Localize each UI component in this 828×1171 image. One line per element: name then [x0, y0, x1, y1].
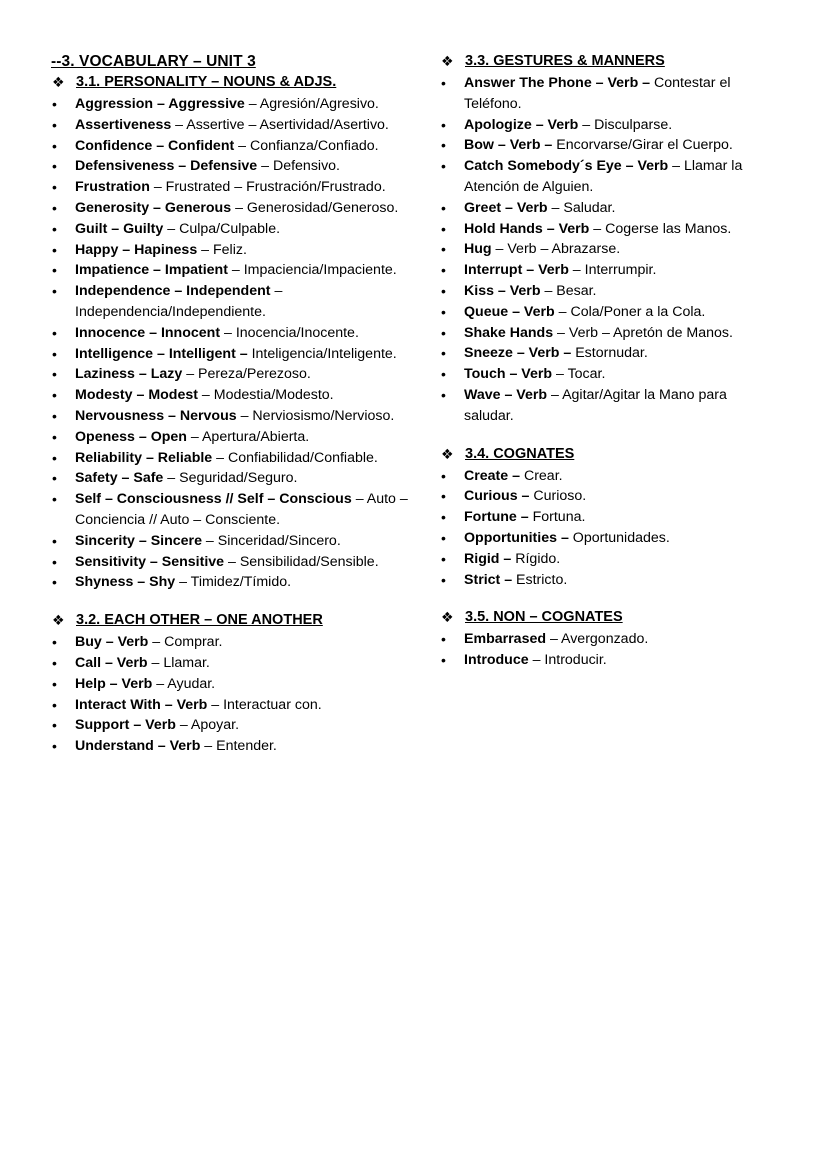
page-title: --3. VOCABULARY – UNIT 3 — [51, 53, 256, 70]
list-item — [440, 73, 780, 115]
list-item — [440, 364, 780, 385]
vocabulary-list — [51, 632, 411, 757]
vocab-definition: – Besar. — [540, 282, 597, 299]
list-item — [51, 344, 411, 365]
bullet-icon: • — [441, 116, 446, 133]
vocab-definition: Estornudar. — [571, 345, 648, 362]
vocab-definition: – Culpa/Culpable. — [163, 220, 281, 237]
bullet-icon: • — [52, 283, 57, 300]
list-item — [440, 507, 780, 528]
vocab-term: Defensiveness – Defensive — [75, 158, 258, 175]
vocab-definition: – Apoyar. — [175, 717, 240, 734]
list-item — [51, 653, 411, 674]
list-item — [51, 115, 411, 136]
list-item — [51, 489, 411, 531]
list-item — [440, 570, 780, 591]
vocab-term: Sneeze – Verb – — [464, 345, 572, 362]
vocab-term: Rigid – — [464, 550, 512, 567]
section-title: 3.3. GESTURES & MANNERS — [465, 53, 665, 69]
bullet-icon: • — [52, 553, 57, 570]
bullet-icon: • — [52, 738, 57, 755]
list-item — [440, 156, 780, 198]
vocab-definition: Curioso. — [529, 488, 587, 505]
bullet-icon: • — [441, 262, 446, 279]
vocab-definition: Rígido. — [511, 550, 561, 567]
vocab-definition: – Apertura/Abierta. — [186, 428, 310, 445]
vocab-definition: – Entender. — [200, 738, 277, 755]
list-item — [440, 281, 780, 302]
list-item — [440, 486, 780, 507]
bullet-icon: • — [441, 303, 446, 320]
list-item — [51, 695, 411, 716]
vocab-definition: – Seguridad/Seguro. — [163, 470, 298, 487]
vocab-term: Frustration — [75, 179, 150, 196]
vocab-definition: Estricto. — [512, 571, 568, 588]
vocab-definition: – Timidez/Tímido. — [175, 574, 292, 591]
list-item — [440, 115, 780, 136]
bullet-icon: • — [441, 75, 446, 91]
vocab-term: Sensitivity – Sensitive — [75, 553, 225, 570]
list-item — [440, 466, 780, 487]
bullet-icon: • — [441, 631, 446, 648]
vocab-term: Hold Hands – Verb — [464, 220, 590, 237]
list-item — [51, 572, 411, 593]
vocab-term: Call – Verb — [75, 654, 148, 671]
bullet-icon: • — [52, 220, 57, 237]
bullet-icon: • — [52, 116, 57, 133]
vocab-definition: Encorvarse/Girar el Cuerpo. — [552, 137, 733, 154]
diamond-bullet-icon: ❖ — [52, 612, 65, 629]
vocabulary-list — [51, 94, 411, 593]
vocabulary-list — [440, 466, 780, 591]
vocab-definition: Oportunidades. — [568, 529, 670, 546]
list-item — [440, 549, 780, 570]
section-title: 3.5. NON – COGNATES — [465, 609, 623, 626]
vocabulary-list — [440, 629, 780, 671]
vocab-definition: – Tocar. — [552, 366, 606, 383]
list-item — [51, 552, 411, 573]
list-item — [51, 385, 411, 406]
vocab-term: Assertiveness — [75, 116, 172, 133]
list-item — [440, 239, 780, 260]
vocab-term: Help – Verb — [75, 675, 153, 692]
list-item — [440, 260, 780, 281]
bullet-icon: • — [441, 199, 446, 216]
bullet-icon: • — [52, 449, 57, 466]
vocab-definition: Crear. — [520, 467, 563, 484]
vocab-term: Shake Hands — [464, 324, 554, 341]
bullet-icon: • — [441, 366, 446, 383]
section-heading — [51, 611, 411, 630]
bullet-icon: • — [52, 407, 57, 424]
list-item — [51, 260, 411, 281]
bullet-icon: • — [441, 137, 446, 154]
bullet-icon: • — [52, 199, 57, 216]
bullet-icon: • — [441, 550, 446, 567]
list-item — [51, 632, 411, 653]
bullet-icon: • — [52, 654, 57, 671]
list-item — [440, 219, 780, 240]
vocab-definition: – Introducir. — [528, 652, 607, 669]
bullet-icon: • — [52, 262, 57, 279]
vocab-definition: Contestar el Teléfono. — [464, 75, 731, 112]
vocab-term: Create – — [464, 467, 520, 484]
vocab-term: Laziness – Lazy — [75, 366, 183, 383]
vocab-definition: – Inocencia/Inocente. — [220, 324, 359, 341]
vocab-definition: – Auto – Conciencia // Auto – Consciente. — [75, 491, 408, 528]
bullet-icon: • — [52, 634, 57, 651]
bullet-icon: • — [52, 241, 57, 258]
list-item — [440, 343, 780, 364]
vocab-definition: – Agitar/Agitar la Mano para saludar. — [464, 386, 727, 424]
list-item — [440, 323, 780, 344]
diamond-bullet-icon: ❖ — [441, 609, 454, 626]
vocab-definition: – Cogerse las Manos. — [589, 220, 732, 237]
section-title: 3.1. PERSONALITY – NOUNS & ADJS. — [76, 74, 337, 90]
bullet-icon: • — [52, 179, 57, 196]
vocab-term: Embarrased — [464, 631, 547, 648]
bullet-icon: • — [52, 574, 57, 591]
bullet-icon: • — [52, 158, 57, 175]
bullet-icon: • — [441, 386, 446, 403]
vocab-term: Buy – Verb — [75, 634, 149, 651]
right-column — [440, 52, 780, 689]
vocab-term: Touch – Verb — [464, 366, 553, 383]
bullet-icon: • — [441, 467, 446, 484]
list-item — [51, 674, 411, 695]
bullet-icon: • — [52, 717, 57, 734]
vocab-term: Bow – Verb – — [464, 137, 553, 154]
bullet-icon: • — [441, 652, 446, 669]
vocab-term: Sincerity – Sincere — [75, 532, 202, 549]
vocab-term: Happy – Hapiness — [75, 241, 198, 258]
section-title: 3.2. EACH OTHER – ONE ANOTHER — [76, 612, 323, 629]
vocab-definition: – Verb – Apretón de Manos. — [553, 324, 733, 341]
vocab-definition: – Llamar la Atención de Alguien. — [464, 158, 743, 195]
bullet-icon: • — [441, 324, 446, 341]
list-item — [440, 302, 780, 323]
vocab-term: Understand – Verb — [75, 738, 201, 755]
section-heading — [51, 73, 411, 92]
vocab-definition: – Saludar. — [547, 199, 616, 216]
vocab-term: Interrupt – Verb — [464, 262, 569, 279]
vocab-definition: – Confianza/Confiado. — [234, 137, 379, 154]
list-item — [51, 715, 411, 736]
vocab-term: Support – Verb — [75, 717, 176, 734]
vocab-definition: – Comprar. — [148, 634, 223, 651]
bullet-icon: • — [441, 345, 446, 362]
vocab-definition: Fortuna. — [528, 509, 586, 526]
vocab-definition: – Ayudar. — [152, 675, 216, 692]
section-personality — [51, 73, 411, 593]
vocab-term: Generosity – Generous — [75, 199, 232, 216]
list-item — [51, 156, 411, 177]
section-cognates — [440, 445, 780, 591]
diamond-bullet-icon: ❖ — [441, 53, 454, 69]
vocab-definition: – Defensivo. — [257, 158, 340, 175]
vocab-definition: – Llamar. — [147, 654, 210, 671]
section-non-cognates — [440, 608, 780, 671]
vocab-definition: – Cola/Poner a la Cola. — [554, 303, 706, 320]
bullet-icon: • — [441, 488, 446, 505]
vocab-definition: – Interrumpir. — [568, 262, 657, 279]
vocab-term: Reliability – Reliable — [75, 449, 213, 466]
list-item — [51, 281, 411, 323]
list-item — [51, 198, 411, 219]
vocab-definition: – Assertive – Asertividad/Asertivo. — [171, 116, 389, 133]
bullet-icon: • — [441, 158, 446, 175]
vocab-definition: – Feliz. — [197, 241, 247, 258]
vocab-term: Opportunities – — [464, 529, 569, 546]
diamond-bullet-icon: ❖ — [52, 74, 65, 90]
list-item — [440, 650, 780, 671]
section-heading — [440, 608, 780, 627]
list-item — [440, 629, 780, 650]
list-item — [51, 364, 411, 385]
list-item — [51, 468, 411, 489]
bullet-icon: • — [52, 491, 57, 508]
bullet-icon: • — [441, 509, 446, 526]
vocab-term: Kiss – Verb — [464, 282, 541, 299]
vocab-definition: – Sensibilidad/Sensible. — [224, 553, 379, 570]
bullet-icon: • — [52, 470, 57, 487]
vocab-term: Guilt – Guilty — [75, 220, 164, 237]
section-each-other — [51, 611, 411, 757]
vocab-term: Strict – — [464, 571, 513, 588]
vocab-definition: – Nerviosismo/Nervioso. — [236, 407, 395, 424]
vocab-definition: – Generosidad/Generoso. — [231, 199, 399, 216]
list-item — [440, 198, 780, 219]
bullet-icon: • — [52, 137, 57, 154]
list-item — [440, 135, 780, 156]
list-item — [51, 406, 411, 427]
bullet-icon: • — [52, 366, 57, 383]
vocab-term: Independence – Independent — [75, 283, 271, 300]
list-item — [51, 323, 411, 344]
vocab-term: Innocence – Innocent — [75, 324, 221, 341]
vocab-term: Catch Somebody´s Eye – Verb — [464, 158, 669, 175]
list-item — [51, 240, 411, 261]
vocab-term: Aggression – Aggressive — [75, 96, 245, 112]
list-item — [51, 531, 411, 552]
bullet-icon: • — [441, 282, 446, 299]
vocab-term: Interact With – Verb — [75, 696, 208, 713]
vocab-term: Hug — [464, 241, 492, 258]
vocab-definition: – Confiabilidad/Confiable. — [212, 449, 378, 466]
vocab-definition: – Avergonzado. — [546, 631, 649, 648]
vocab-term: Fortune – — [464, 509, 529, 526]
list-item — [51, 177, 411, 198]
vocab-term: Openess – Open — [75, 428, 187, 445]
section-heading — [440, 52, 780, 71]
vocab-term: Shyness – Shy — [75, 574, 176, 591]
vocab-definition: – Disculparse. — [578, 116, 673, 133]
bullet-icon: • — [52, 387, 57, 404]
diamond-bullet-icon: ❖ — [441, 445, 454, 462]
list-item — [51, 219, 411, 240]
bullet-icon: • — [441, 571, 446, 588]
list-item — [51, 94, 411, 115]
list-item — [440, 385, 780, 427]
section-gestures — [440, 52, 780, 427]
left-column — [51, 52, 411, 775]
vocab-definition: – Sinceridad/Sincero. — [201, 532, 341, 549]
bullet-icon: • — [441, 529, 446, 546]
bullet-icon: • — [52, 696, 57, 713]
bullet-icon: • — [52, 532, 57, 549]
bullet-icon: • — [441, 220, 446, 237]
section-heading — [440, 445, 780, 464]
vocab-term: Answer The Phone – Verb – — [464, 75, 651, 91]
list-item — [51, 736, 411, 757]
vocab-definition: – Impaciencia/Impaciente. — [227, 262, 397, 279]
list-item — [51, 448, 411, 469]
vocab-definition: – Pereza/Perezoso. — [182, 366, 311, 383]
vocab-definition: – Modestia/Modesto. — [197, 387, 334, 404]
vocab-definition: – Frustrated – Frustración/Frustrado. — [149, 179, 386, 196]
vocab-term: Nervousness – Nervous — [75, 407, 237, 424]
bullet-icon: • — [52, 345, 57, 362]
vocab-term: Self – Consciousness // Self – Conscious — [75, 491, 352, 508]
bullet-icon: • — [52, 428, 57, 445]
vocab-term: Modesty – Modest — [75, 387, 198, 404]
vocab-term: Introduce — [464, 652, 529, 669]
vocab-definition: – Agresión/Agresivo. — [244, 96, 379, 112]
vocab-term: Greet – Verb — [464, 199, 548, 216]
vocab-definition: – Verb – Abrazarse. — [491, 241, 621, 258]
vocab-term: Apologize – Verb — [464, 116, 579, 133]
vocabulary-list — [440, 73, 780, 427]
section-title: 3.4. COGNATES — [465, 445, 575, 462]
bullet-icon: • — [52, 96, 57, 112]
list-item — [440, 528, 780, 549]
vocab-term: Wave – Verb — [464, 386, 548, 403]
bullet-icon: • — [441, 241, 446, 258]
vocab-term: Queue – Verb — [464, 303, 555, 320]
vocab-definition: – Independencia/Independiente. — [75, 283, 283, 320]
list-item — [51, 427, 411, 448]
vocab-definition: – Interactuar con. — [207, 696, 322, 713]
list-item — [51, 136, 411, 157]
vocab-term: Intelligence – Intelligent – — [75, 345, 248, 362]
vocab-definition: Inteligencia/Inteligente. — [247, 345, 397, 362]
vocab-term: Impatience – Impatient — [75, 262, 228, 279]
vocab-term: Confidence – Confident — [75, 137, 235, 154]
bullet-icon: • — [52, 675, 57, 692]
bullet-icon: • — [52, 324, 57, 341]
vocab-term: Curious – — [464, 488, 530, 505]
vocab-term: Safety – Safe — [75, 470, 164, 487]
